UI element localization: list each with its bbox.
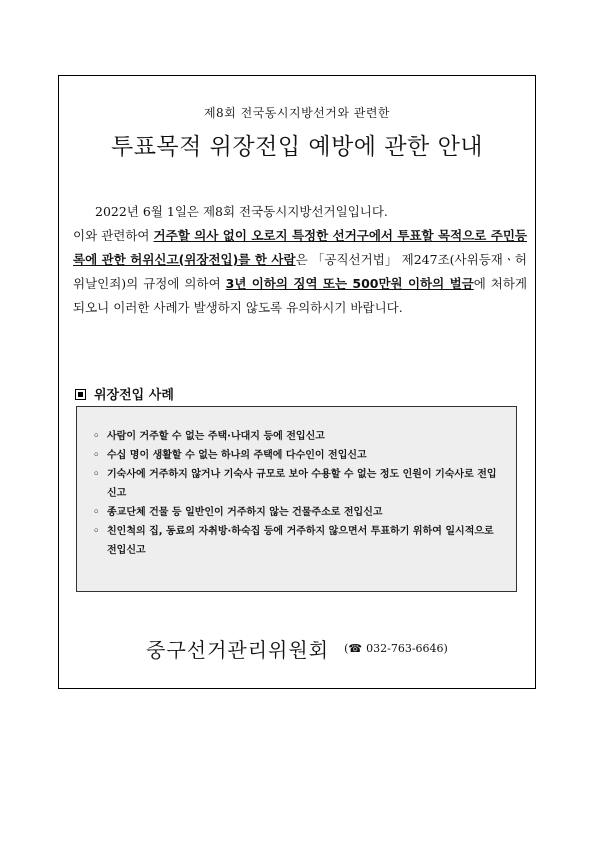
cases-heading-label: 위장전입 사례: [94, 388, 174, 403]
case-text: 사람이 거주할 수 없는 주택·나대지 등에 전입신고: [107, 431, 325, 442]
intro-paragraph: 2022년 6월 1일은 제8회 전국동시지방선거일입니다.: [95, 204, 388, 219]
bullet-icon: ◦: [93, 450, 100, 461]
bullet-icon: ◦: [93, 431, 100, 442]
case-text: 종교단체 건물 등 일반인이 거주하지 않는 건물주소로 전입신고: [107, 507, 383, 518]
list-item: [93, 465, 506, 503]
main-text-part-2: 은 「공직선거법」 제247조(사위등재ㆍ허위날인죄)의 규정에 의하여: [73, 252, 527, 291]
bullet-icon: ◦: [93, 507, 100, 518]
case-text: 기숙사에 거주하지 않거나 기숙사 규모로 보아 수용할 수 없는 정도 인원이 기숙사로 전입신고: [107, 469, 497, 499]
cases-box: [76, 406, 517, 592]
footer: [59, 634, 535, 663]
main-paragraph: [73, 224, 527, 320]
telephone-icon: ☎: [348, 642, 363, 655]
notice-title: 투표목적 위장전입 예방에 관한 안내: [110, 134, 483, 160]
phone-number: 032-763-6646: [366, 642, 444, 655]
cases-heading: [75, 384, 174, 403]
case-text: 친인척의 집, 동료의 자취방·하숙집 등에 거주하지 않으면서 투표하기 위하여 일시적으로 전입신고: [107, 526, 494, 556]
organization-name: 중구선거관리위원회: [146, 638, 330, 662]
list-item: [93, 522, 506, 560]
notice-subtitle: 제8회 전국동시지방선거와 관련한: [203, 106, 391, 120]
list-item: [93, 427, 506, 446]
highlight-false-registration: 거주할 의사 없이 오로지 특정한 선거구에서 투표할 목적으로 주민등록에 관한 허위신고(위장전입)를 한 사람: [73, 228, 528, 267]
main-text-part-1: 이와 관련하여: [73, 228, 154, 243]
list-item: [93, 446, 506, 465]
notice-body: [73, 200, 527, 320]
bullet-icon: ◦: [93, 526, 100, 537]
highlight-penalty: 3년 이하의 징역 또는 500만원 이하의 벌금: [225, 276, 474, 291]
main-text-part-3: 에 처하게 되오니 이러한 사례가 발생하지 않도록 유의하시기 바랍니다.: [73, 276, 528, 315]
case-text: 수십 명이 생활할 수 없는 하나의 주택에 다수인이 전입신고: [107, 450, 367, 461]
cases-list: [93, 427, 506, 560]
filled-square-icon: [75, 389, 86, 400]
notice-frame: [58, 75, 536, 689]
list-item: [93, 503, 506, 522]
bullet-icon: ◦: [93, 469, 100, 480]
phone-contact: (☎ 032-763-6646): [344, 642, 448, 655]
